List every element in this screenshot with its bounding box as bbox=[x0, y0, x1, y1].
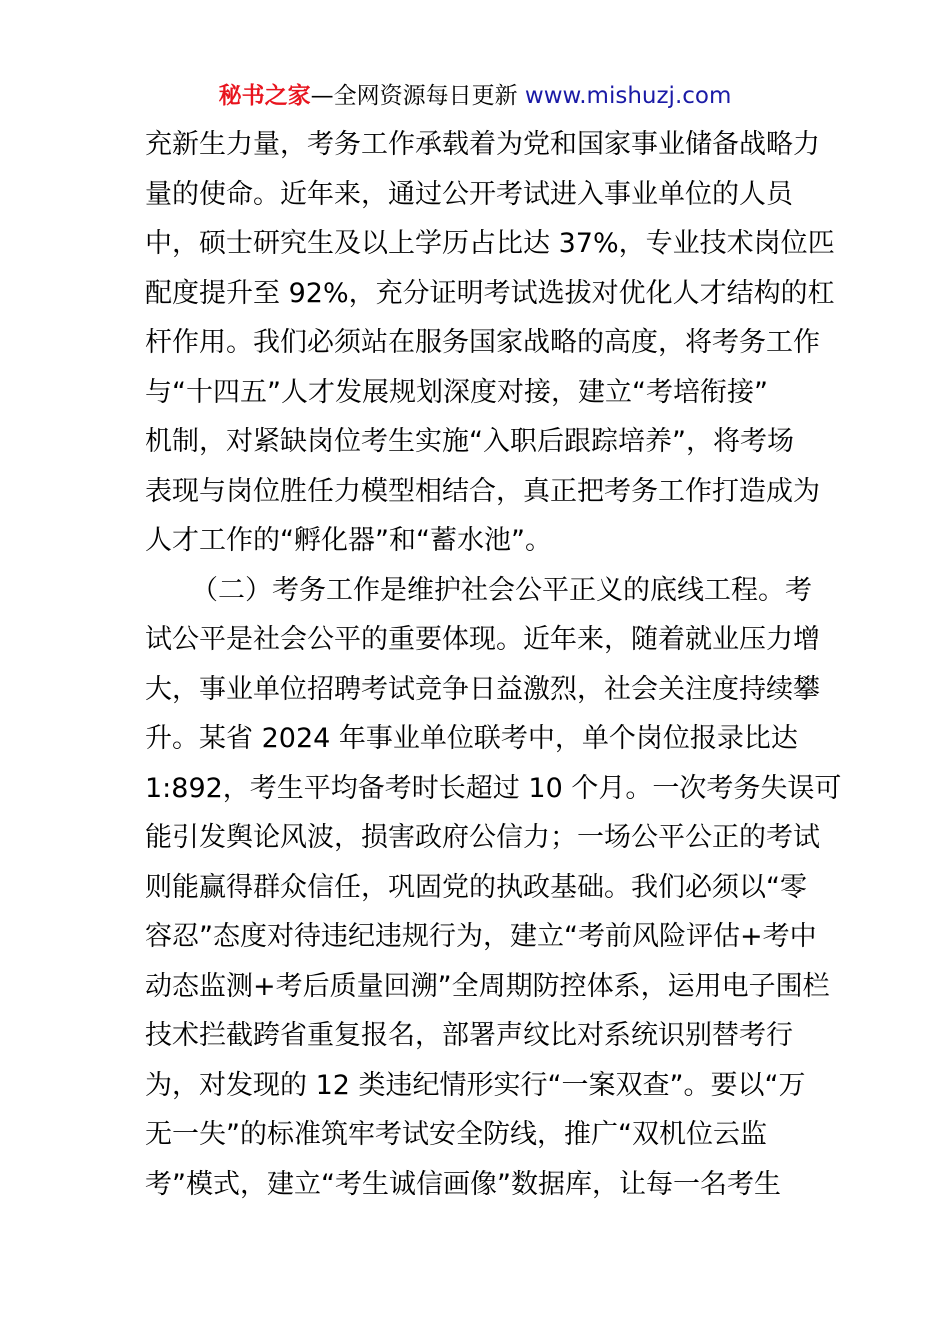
text-line: 量的使命。近年来，通过公开考试进入事业单位的人员 bbox=[145, 178, 793, 210]
text-line: 能引发舆论风波，损害政府公信力；一场公平公正的考试 bbox=[145, 822, 820, 853]
text-line: 表现与岗位胜任力模型相结合，真正把考务工作打造成为 bbox=[145, 475, 820, 507]
text-line: 人才工作的“孵化器”和“蓄水池”。 bbox=[145, 525, 552, 556]
text-line: 考”模式，建立“考生诚信画像”数据库，让每一名考生 bbox=[145, 1168, 781, 1200]
text-line: 中，硕士研究生及以上学历占比达 37%，专业技术岗位匹 bbox=[145, 228, 835, 259]
text-line: 升。某省 2024 年事业单位联考中，单个岗位报录比达 bbox=[145, 723, 798, 754]
header-tagline: —全网资源每日更新 bbox=[310, 83, 525, 109]
text-line: 杆作用。我们必须站在服务国家战略的高度，将考务工作 bbox=[145, 327, 820, 358]
text-line: 大，事业单位招聘考试竞争日益激烈，社会关注度持续攀 bbox=[145, 673, 820, 705]
site-header bbox=[0, 80, 950, 112]
text-line: 为，对发现的 12 类违纪情形实行“一案双查”。要以“万 bbox=[145, 1069, 806, 1101]
text-line: 1:892，考生平均备考时长超过 10 个月。一次考务失误可 bbox=[145, 772, 842, 804]
text-line: 容忍”态度对待违纪违规行为，建立“考前风险评估+考中 bbox=[145, 921, 817, 952]
site-url-link[interactable]: www.mishuzj.com bbox=[524, 83, 732, 109]
text-line: 充新生力量，考务工作承载着为党和国家事业储备战略力 bbox=[145, 129, 820, 160]
text-line: 试公平是社会公平的重要体现。近年来，随着就业压力增 bbox=[145, 624, 820, 655]
text-line: 与“十四五”人才发展规划深度对接，建立“考培衔接” bbox=[145, 376, 768, 408]
brand-name: 秘书之家 bbox=[218, 83, 311, 109]
text-line: 技术拦截跨省重复报名，部署声纹比对系统识别替考行 bbox=[145, 1020, 793, 1051]
text-line: 则能赢得群众信任，巩固党的执政基础。我们必须以“零 bbox=[145, 871, 807, 903]
section-heading-line: （二）考务工作是维护社会公平正义的底线工程。考 bbox=[191, 574, 812, 606]
text-line: 配度提升至 92%，充分证明考试选拔对优化人才结构的杠 bbox=[145, 277, 835, 309]
text-line: 动态监测+考后质量回溯”全周期防控体系，运用电子围栏 bbox=[145, 970, 830, 1002]
text-line: 机制，对紧缺岗位考生实施“入职后跟踪培养”，将考场 bbox=[145, 426, 794, 457]
text-line: 无一失”的标准筑牢考试安全防线，推广“双机位云监 bbox=[145, 1119, 767, 1150]
document-body bbox=[145, 120, 842, 1209]
